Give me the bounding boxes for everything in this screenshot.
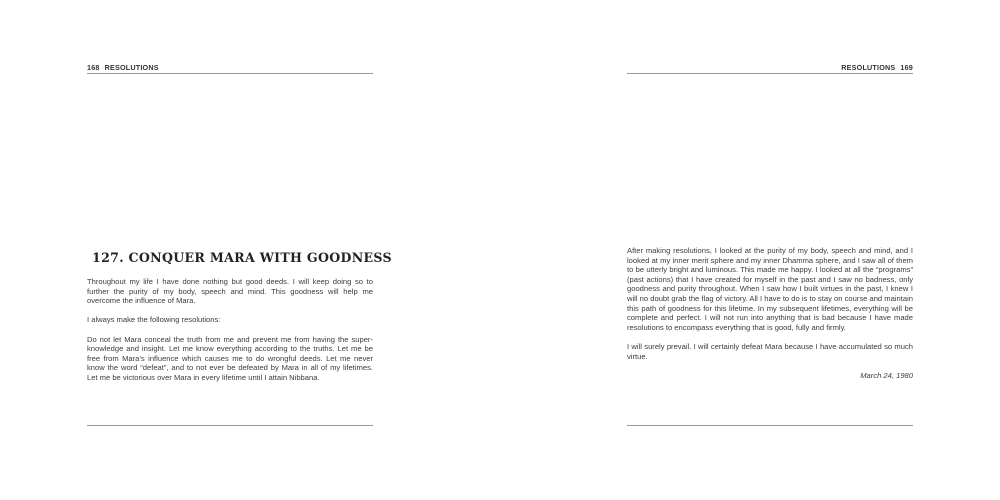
right-page-number: 169 [900, 63, 913, 72]
right-running-head [627, 63, 913, 74]
left-bottom-rule [87, 425, 373, 426]
date-line: March 24, 1980 [860, 370, 913, 380]
chapter-title: 127. CONQUER MARA WITH GOODNESS [92, 250, 392, 265]
left-paragraph-2: I always make the following resolutions: [87, 315, 221, 325]
right-body-text [627, 246, 913, 390]
left-running-head [87, 63, 373, 74]
right-bottom-rule [627, 425, 913, 426]
left-paragraph-1: Throughout my life I have done nothing but good deeds. I will keep doing so to further the purity of my body, speech and mind. This goodness will help me overcome the influence of Mara. [87, 277, 373, 306]
left-body-text [87, 277, 373, 392]
left-section-label: RESOLUTIONS [104, 63, 159, 72]
left-paragraph-3: Do not let Mara conceal the truth from me and prevent me from having the super-knowledge and insight. Let me know everything according to the truths. Let me be free from Mara’s influence which causes me to do wrongful deeds. Let me never know the word “defeat”, and to not ever be defeated by Mara in all of my lifetimes. Let me be victorious over Mara in every lifetime until I attain Nibbana. [87, 334, 373, 382]
right-paragraph-2: I will surely prevail. I will certainly defeat Mara because I have accumulated so much virtue. [627, 341, 913, 361]
right-page [500, 0, 1000, 500]
left-page-number: 168 [87, 63, 100, 72]
right-paragraph-1: After making resolutions, I looked at the purity of my body, speech and mind, and I looked at my inner merit sphere and my inner Dhamma sphere, and I saw all of them to be utterly bright and luminous. This made me happy. I looked at all the “programs” (past actions) that I have created for myself in the past and I saw no badness, only goodness and purity throughout. When I saw how I built virtues in the past, I knew I will no doubt grab the flag of victory. All I have to do is to stay on course and maintain this path of goodness for this lifetime. In my subsequent lifetimes, everything will be complete and perfect. I will not run into anything that is bad because I have made resolutions to encompass everything that is good, fully and firmly. [627, 246, 913, 332]
right-section-label: RESOLUTIONS [841, 63, 896, 72]
